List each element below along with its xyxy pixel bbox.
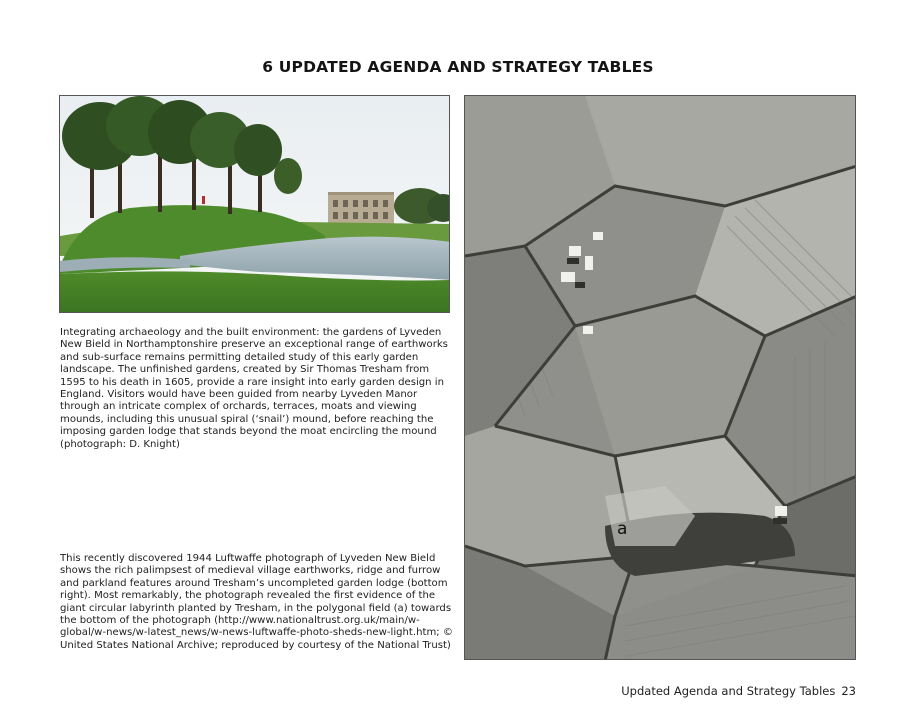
garden-lodge [328,192,394,224]
aerial-photo [464,95,856,660]
page-number: 23 [841,684,856,698]
garden-photo-caption: Integrating archaeology and the built environment: the gardens of Lyveden New Bield in Northamptonshire preserve an exceptional range of earthworks and sub-surface remains permitting detailed study of this early garden landscape. The unfinished gardens, created by Sir Thomas Tresham from 1595 to his death in 1605, provide a rare insight into early garden design in England. Visitors would have been guided from nearby Lyveden Manor through an intricate complex of orchards, terraces, moats and viewing mounds, including this unusual spiral (‘snail’) mound, before reaching the imposing garden lodge that stands beyond the moat encircling the mound (photograph: D. Knight) [60,327,448,450]
aerial-photo-illustration [465,96,856,660]
field-marker-a: a [617,519,628,539]
garden-photo-illustration [60,96,450,313]
page-footer [621,684,856,698]
footer-label: Updated Agenda and Strategy Tables [621,684,836,698]
aerial-photo-caption: This recently discovered 1944 Luftwaffe photograph of Lyveden New Bield shows the rich palimpsest of medieval village earthworks, ridge and furrow and parkland features around Tresham’s uncompleted garden lodge (bottom right). Most remarkably, the photograph revealed the first evidence of the giant circular labyrinth planted by Tresham, in the polygonal field (a) towards the bottom of the photograph (http://www.nationaltrust.org.uk/main/w-global/w-news/w-latest_news/w-news-luftwaffe-photo-sheds-new-light.htm; © United States National Archive; reproduced by courtesy of the National Trust) [60,553,453,651]
garden-photo [59,95,450,313]
page-title: 6 UPDATED AGENDA AND STRATEGY TABLES [262,58,654,76]
